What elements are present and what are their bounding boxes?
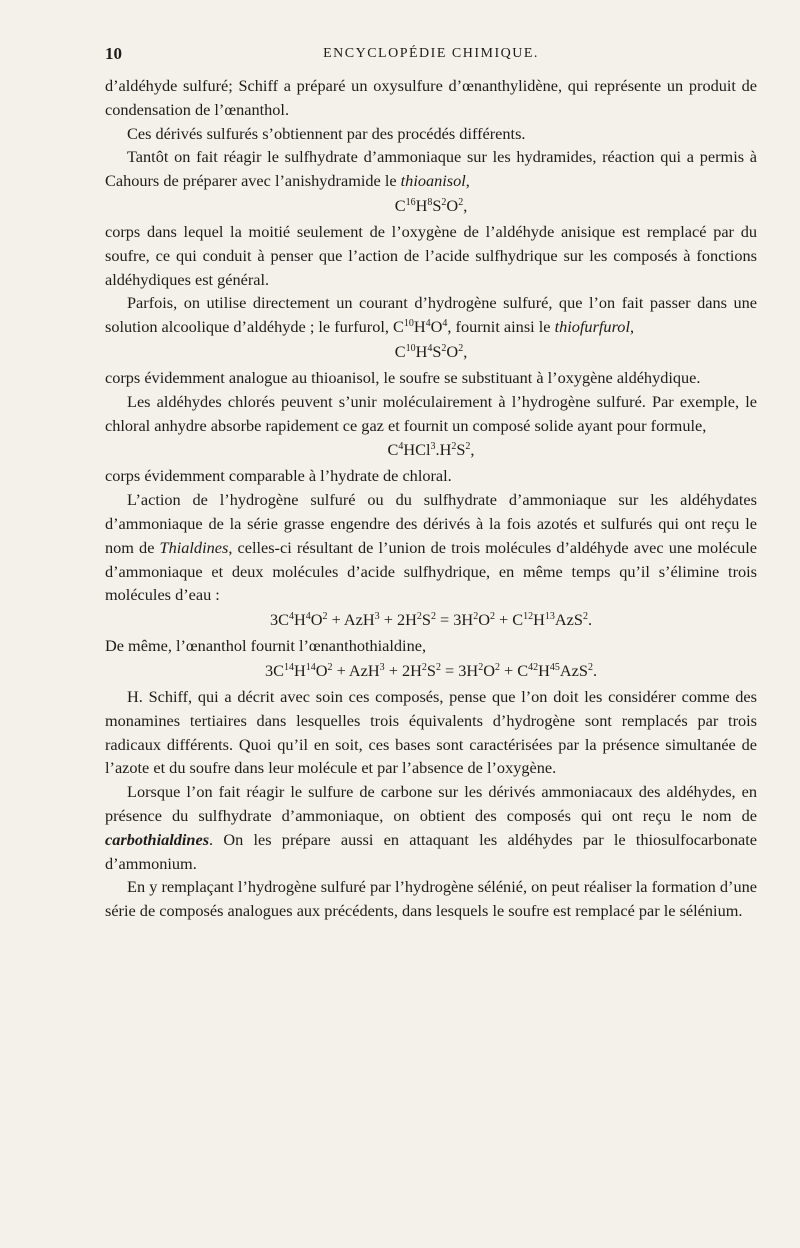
document-page — [105, 44, 757, 923]
paragraph-9: L’action de l’hydrogène sulfuré ou du sulfhydrate d’ammoniaque sur les aldéhydates d’ammoniaque de la série grasse engendre des dérivés à la fois azotés et sulfurés qui ont reçu le nom de Thialdines, celles-ci résultant de l’union de trois molécules d’aldéhyde avec une molécule d’ammoniaque et deux molécules d’acide sulfhydrique, en même temps qu’il s’élimine trois molécules d’eau : — [105, 490, 757, 605]
paragraph-8: corps évidemment comparable à l’hydrate de chloral. — [105, 466, 452, 486]
paragraph-4: corps dans lequel la moitié seulement de l’oxygène de l’aldéhyde anisique est remplacé par du soufre, ce qui conduit à penser que l’action de l’acide sulfhydrique sur les composés à fonctions aldéhydiques est général. — [105, 221, 757, 289]
formula-thioanisol: $C^{16}H^8S^2O^2$, — [394, 195, 468, 215]
running-head — [105, 44, 757, 68]
paragraph-1: d’aldéhyde sulfuré; Schiff a préparé un oxysulfure d’œnanthylidène, qui représente un produit de condensation de l’œnanthol. — [105, 76, 757, 119]
term-thiofurfurol: thiofurfurol — [554, 317, 630, 337]
equation-thialdine: $3C^4H^4O^2 + AzH^3 + 2H^2S^2 = 3H^2O^2 + C^{12}H^{13}AzS^2$. — [269, 610, 593, 630]
paragraph-2: Ces dérivés sulfurés s’obtiennent par des procédés différents. — [127, 123, 526, 143]
equation-oenanthothialdine: $3C^{14}H^{14}O^2 + AzH^3 + 2H^2S^2 = 3H^2O^2 + C^{42}H^{45}AzS^2$. — [264, 660, 598, 680]
running-title: ENCYCLOPÉDIE CHIMIQUE. — [323, 46, 539, 61]
paragraph-5: Parfois, on utilise directement un courant d’hydrogène sulfuré, que l’on fait passer dans une solution alcoolique d’aldéhyde ; le furfurol, $C^{10}H^4O^4$, fournit ainsi le thiofurfurol, — [105, 293, 757, 337]
term-thioanisol: thioanisol — [400, 171, 466, 191]
paragraph-6: corps évidemment analogue au thioanisol, le soufre se substituant à l’oxygène aldéhydique. — [105, 367, 701, 387]
paragraph-3: Tantôt on fait réagir le sulfhydrate d’ammoniaque sur les hydramides, réaction qui a permis à Cahours de préparer avec l’anishydramide le thioanisol, — [105, 147, 757, 191]
term-thialdines: Thialdines — [159, 537, 229, 557]
page-number: 10 — [105, 44, 122, 63]
paragraph-11: H. Schiff, qui a décrit avec soin ces composés, pense que l’on doit les considérer comme des monamines tertiaires dans lesquelles trois équivalents d’hydrogène sont remplacés par trois radicaux différents. Quoi qu’il en soit, ces bases sont caractérisées par la présence simultanée de l’azote et du soufre dans leur molécule et par l’absence de l’oxygène. — [105, 686, 757, 778]
paragraph-13: En y remplaçant l’hydrogène sulfuré par l’hydrogène sélénié, on peut réaliser la formation d’une série de composés analogues aux précédents, dans lesquels le soufre est remplacé par le sélénium. — [105, 877, 757, 921]
paragraph-7: Les aldéhydes chlorés peuvent s’unir moléculairement à l’hydrogène sulfuré. Par exemple, le chloral anhydre absorbe rapidement ce gaz et fournit un composé solide ayant pour formule, — [105, 391, 757, 435]
formula-chloral-compound: $C^4HCl^3.H^2S^2$, — [387, 440, 475, 460]
paragraph-10: De même, l’œnanthol fournit l’œnanthothialdine, — [105, 636, 427, 656]
paragraph-12: Lorsque l’on fait réagir le sulfure de carbone sur les dérivés ammoniacaux des aldéhydes, en présence du sulfhydrate d’ammoniaque, on obtient des composés qui ont reçu le nom de carbothialdines. On les prépare aussi en attaquant les aldéhydes par le thiosulfocarbonate d’ammonium. — [105, 782, 757, 873]
formula-thiofurfurol: $C^{10}H^4S^2O^2$, — [394, 341, 468, 361]
term-carbothialdines: carbothialdines — [105, 829, 210, 849]
